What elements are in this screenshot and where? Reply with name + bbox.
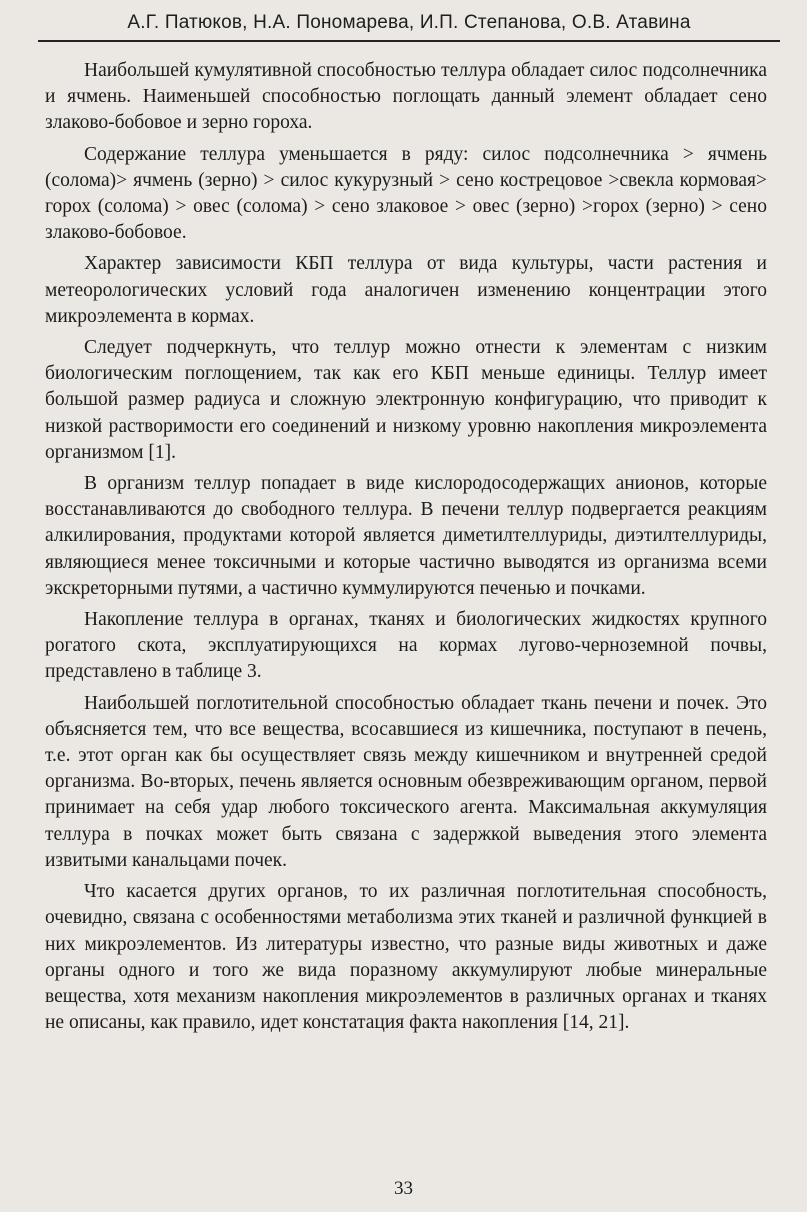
paragraph-3: Характер зависимости КБП теллура от вида культуры, части растения и метеорологических условий года аналогичен изменению концентрации этого микроэлемента в кормах. bbox=[45, 253, 767, 327]
paragraph-6: Накопление теллура в органах, тканях и биологических жидкостях крупного рогатого скота, эксплуатирующихся на кормах лугово-черноземной почвы, представлено в таблице 3. bbox=[45, 609, 767, 683]
paragraph-5: В организм теллур попадает в виде кислородосодержащих анионов, которые восстанавливаются до свободного теллура. В печени теллур подвергается реакциям алкилирования, продуктами которой является диметилтеллуриды, диэтилтеллуриды, являющиеся менее токсичными и которые частично выводятся из организма всеми экскреторными путями, а частично куммулируются печенью и почками. bbox=[45, 473, 767, 599]
header-rule bbox=[38, 40, 780, 42]
page-number: 33 bbox=[394, 1178, 413, 1199]
paragraph-8: Что касается других органов, то их различная поглотительная способность, очевидно, связана с особенностями метаболизма этих тканей и различной функцией в них микроэлементов. Из литературы известно, что разные виды животных и даже органы одного и того же вида поразному аккумулируют любые минеральные вещества, хотя механизм накопления микроэлементов в различных органах и тканях не описаны, как правило, идет констатация факта накопления [14, 21]. bbox=[45, 881, 767, 1034]
paragraph-4: Следует подчеркнуть, что теллур можно отнести к элементам с низким биологическим поглощением, так как его КБП меньше единицы. Теллур имеет большой размер радиуса и сложную электронную конфигурацию, что приводит к низкой растворимости его соединений и низкому уровню накопления микроэлемента организмом [1]. bbox=[45, 337, 767, 463]
running-head-authors: А.Г. Патюков, Н.А. Пономарева, И.П. Степанова, О.В. Атавина bbox=[127, 12, 691, 33]
body-text bbox=[45, 58, 767, 1041]
paragraph-2: Содержание теллура уменьшается в ряду: силос подсолнечника > ячмень (солома)> ячмень (зерно) > силос кукурузный > сено кострецовое >свекла кормовая> горох (солома) > овес (солома) > сено злаковое > овес (зерно) >горох (зерно) > сено злаково-бобовое. bbox=[45, 143, 767, 244]
paragraph-7: Наибольшей поглотительной способностью обладает ткань печени и почек. Это объясняется тем, что все вещества, всосавшиеся из кишечника, поступают в печень, т.е. этот орган как бы осуществляет связь между кишечником и внутренней средой организма. Во-вторых, печень является основным обезвреживающим органом, первой принимает на себя удар любого токсического агента. Максимальная аккумуляция теллура в почках может быть связана с задержкой выведения этого элемента извитыми канальцами почек. bbox=[45, 692, 767, 871]
paragraph-1: Наибольшей кумулятивной способностью теллура обладает силос подсолнечника и ячмень. Наименьшей способностью поглощать данный элемент обладает сено злаково-бобовое и зерно гороха. bbox=[45, 60, 767, 134]
